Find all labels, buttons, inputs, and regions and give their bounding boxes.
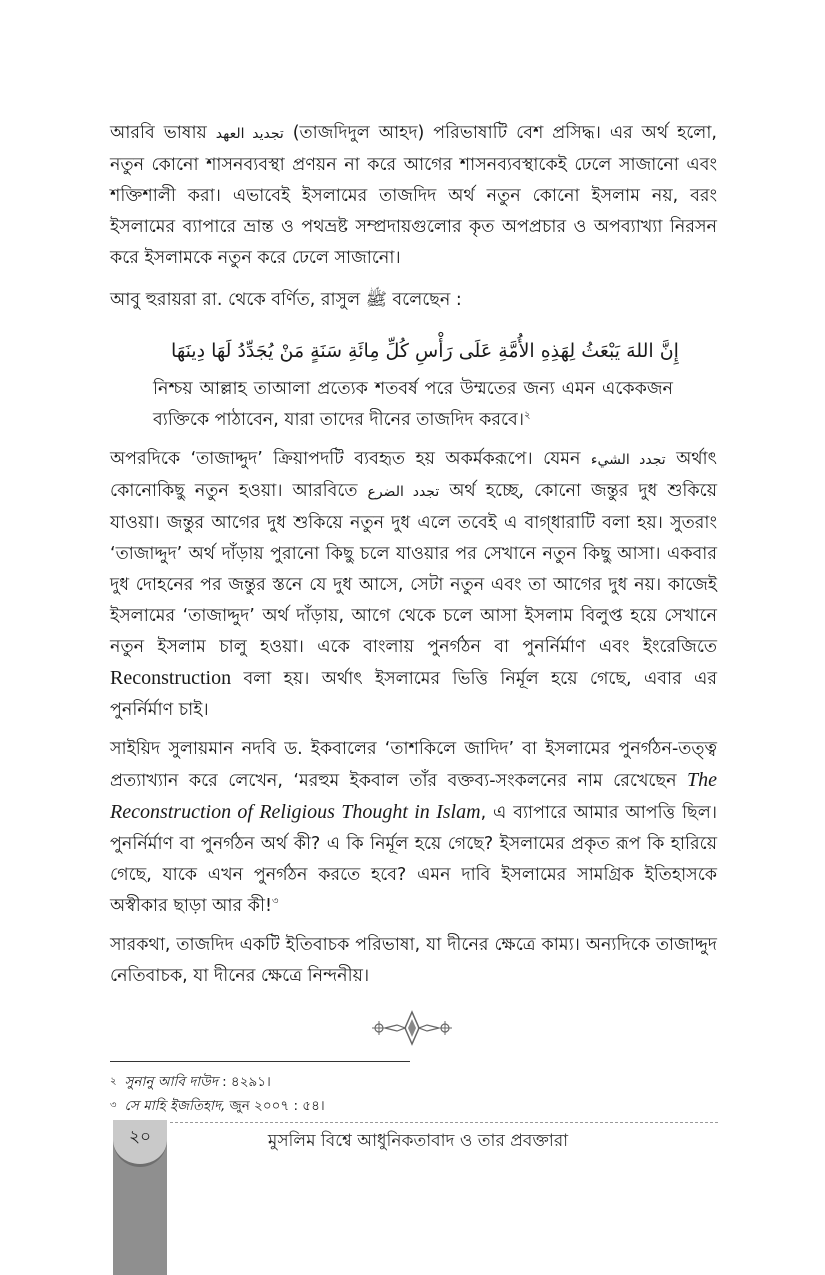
footnote-1-source: সুনানু আবি দাউদ <box>124 1074 218 1090</box>
footnote-2-number: ৩ <box>110 1100 117 1111</box>
p3-text-b: অর্থাৎ কোনোকিছু নতুন হওয়া। আরবিতে <box>110 449 717 501</box>
hadith-translation-block <box>153 374 673 436</box>
hadith-translation: নিশ্চয় আল্লাহ তাআলা প্রত্যেক শতবর্ষ পরে উম্মতের জন্য এমন একেকজন ব্যক্তিকে পাঠাবেন, যারা তাদের দীনের তাজদিদ করবে। <box>153 379 673 430</box>
footnote-2 <box>110 1096 325 1116</box>
p1-text-a: আরবি ভাষায় <box>110 123 216 143</box>
p4-book-title: The Reconstruction of Religious Thought in Islam <box>110 769 717 823</box>
p4-text-a: সাইয়িদ সুলায়মান নদবি ড. ইকবালের ‘তাশকিলে জাদিদ’ বা ইসলামের পুনর্গঠন-তত্ত্ব প্রত্যাখ্যান করে লেখেন, ‘মরহুম ইকবাল তাঁর বক্তব্য-সংকলনের নাম রেখেছেন <box>110 739 717 791</box>
paragraph-1 <box>110 118 717 274</box>
ornament-icon <box>367 1010 457 1046</box>
paragraph-5 <box>110 930 717 992</box>
page-number: ২০ <box>128 1127 152 1147</box>
p1-text-b: (তাজদিদুল আহদ) পরিভাষাটি বেশ প্রসিদ্ধ। এর অর্থ হলো, নতুন কোনো শাসনব্যবস্থা প্রণয়ন না করে আগের শাসনব্যবস্থাকেই ঢেলে সাজানো এবং শক্তিশালী করা। এভাবেই ইসলামের তাজদিদ অর্থ নতুন কোনো ইসলাম নয়, বরং ইসলামের ব্যাপারে ভ্রান্ত ও পথভ্রষ্ট সম্প্রদায়গুলোর কৃত অপপ্রচার ও অপব্যাখ্যা নিরসন করে ইসলামকে নতুন করে ঢেলে সাজানো। <box>110 123 717 268</box>
hadith-intro: আবু হুরায়রা রা. থেকে বর্ণিত, রাসুল ﷺ বলেছেন : <box>110 290 462 310</box>
footnote-rule <box>110 1061 410 1062</box>
p5-text: সারকথা, তাজদিদ একটি ইতিবাচক পরিভাষা, যা দীনের ক্ষেত্রে কাম্য। অন্যদিকে তাজাদ্দুদ নেতিবাচক, যা দীনের ক্ষেত্রে নিন্দনীয়। <box>110 935 717 986</box>
footnote-2-source: সে মাহি ইজতিহাদ, <box>124 1098 226 1114</box>
paragraph-4 <box>110 734 717 922</box>
footnote-ref-3: ৩ <box>272 896 279 908</box>
footnote-ref-2: ২ <box>524 410 531 422</box>
p1-arabic-term: تجديد العهد <box>215 126 284 142</box>
p3-text-c: অর্থ হচ্ছে, কোনো জন্তুর দুধ শুকিয়ে যাওয়া। জন্তুর আগের দুধ শুকিয়ে নতুন দুধ এলে তবেই এ বাগ্‌ধারাটি বলা হয়। সুতরাং ‘তাজাদ্দুদ’ অর্থ দাঁড়ায় পুরানো কিছু চলে যাওয়ার পর সেখানে নতুন কিছু আসা। একবার দুধ দোহনের পর জন্তুর স্তনে যে দুধ আসে, সেটা নতুন এবং তা আগের দুধ নয়। কাজেই ইসলামের ‘তাজাদ্দুদ’ অর্থ দাঁড়ায়, আগে থেকে চলে আসা ইসলাম বিলুপ্ত হয়ে সেখানে নতুন ইসলাম চালু হওয়া। একে বাংলায় পুনর্গঠন বা পুনর্নির্মাণ এবং ইংরেজিতে <box>110 481 717 657</box>
hadith-arabic: إِنَّ اللهَ يَبْعَثُ لِهَذِهِ الأُمَّةِ عَلَى رَأْسِ كُلِّ مِائَةِ سَنَةٍ مَنْ يُجَدِّدُ لَهَا دِينَهَا <box>171 340 679 362</box>
running-title: মুসলিম বিশ্বে আধুনিকতাবাদ ও তার প্রবক্তারা <box>267 1131 569 1151</box>
footer-divider <box>170 1122 718 1123</box>
p3-text-a: অপরদিকে ‘তাজাদ্দুদ’ ক্রিয়াপদটি ব্যবহৃত হয় অকর্মকরূপে। যেমন <box>110 449 591 469</box>
footnote-1-number: ২ <box>110 1076 117 1087</box>
p3-arabic-1: تجدد الشيء <box>590 452 666 468</box>
p3-latin-term: Reconstruction <box>110 667 232 689</box>
paragraph-2 <box>110 285 717 316</box>
footnote-1-detail: : ৪২৯১। <box>217 1074 271 1090</box>
footnote-1 <box>110 1072 271 1092</box>
p3-text-d: বলা হয়। অর্থাৎ ইসলামের ভিত্তি নির্মূল হয়ে গেছে, এবার এর পুনর্নির্মাণ চাই। <box>110 669 717 720</box>
footnote-2-detail: জুন ২০০৭ : ৫৪। <box>225 1098 325 1114</box>
p4-text-b: , এ ব্যাপারে আমার আপত্তি ছিল। পুনর্নির্মাণ বা পুনর্গঠন অর্থ কী? এ কি নির্মূল হয়ে গেছে? ইসলামের প্রকৃত রূপ কি হারিয়ে গেছে, যাকে এখন পুনর্গঠন করতে হবে? এমন দাবি ইসলামের সামগ্রিক ইতিহাসকে অস্বীকার ছাড়া আর কী! <box>110 803 717 916</box>
p3-arabic-2: تجدد الضرع <box>367 484 440 500</box>
paragraph-3 <box>110 444 717 726</box>
